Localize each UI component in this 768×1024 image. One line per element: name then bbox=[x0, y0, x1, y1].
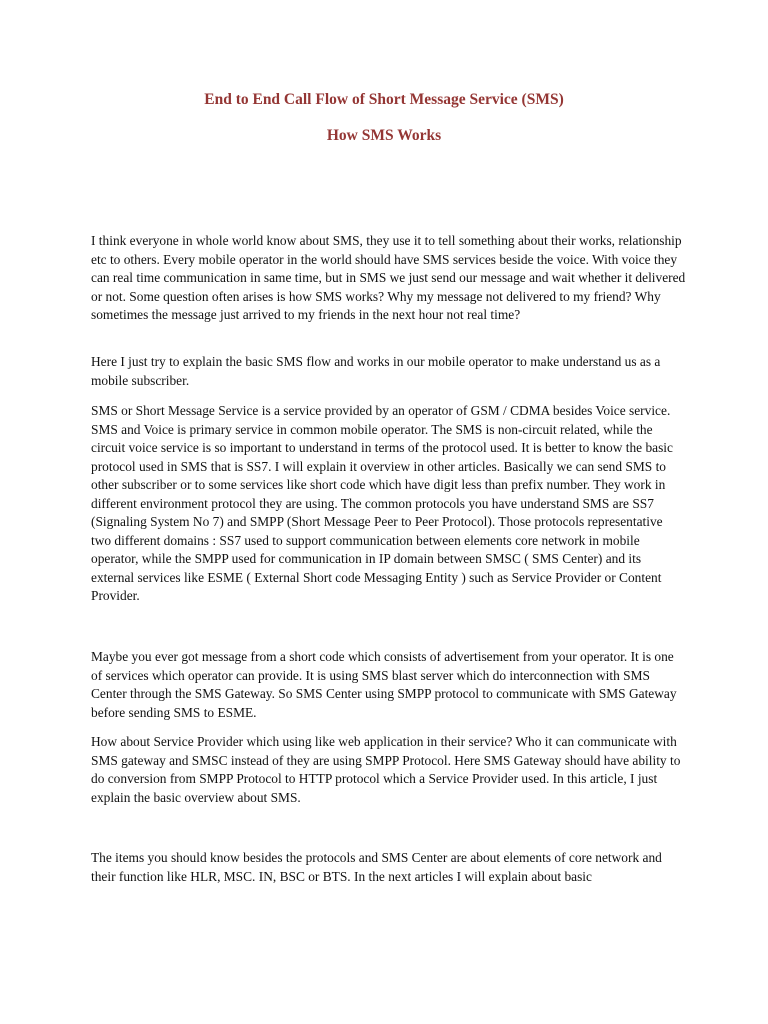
paragraph-service-provider: How about Service Provider which using like web application in their service? Who it can communicate with SMS gateway and SMSC instead of they are using SMPP Protocol. Here SMS Gateway should have ability to do conversion from SMPP Protocol to HTTP protocol which a Service Provider used. In this article, I just explain the basic overview about SMS. bbox=[91, 734, 681, 805]
paragraph-intro: I think everyone in whole world know about SMS, they use it to tell something about their works, relationship etc to others. Every mobile operator in the world should have SMS services beside the voice. With voice they can real time communication in same time, but in SMS we just send our message and wait whether it delivered or not. Some question often arises is how SMS works? Why my message not delivered to my friend? Why sometimes the message just arrived to my friends in the next hour not real time? bbox=[91, 233, 686, 322]
paragraph-purpose: Here I just try to explain the basic SMS flow and works in our mobile operator to make understand us as a mobile subscriber. bbox=[91, 354, 661, 388]
paragraph-protocols: SMS or Short Message Service is a service provided by an operator of GSM / CDMA besides Voice service. SMS and Voice is primary service in common mobile operator. The SMS is non-circuit related, while the circuit voice service is so important to understand in terms of the protocol used. It is better to know the basic protocol used in SMS that is SS7. I will explain it overview in other articles. Basically we can send SMS to other subscriber or to some services like short code which have digit less than prefix number. They work in different environment protocol they are using. The common protocols you have understand SMS are SS7 (Signaling System No 7) and SMPP (Short Message Peer to Peer Protocol). Those protocols representative two different domains : SS7 used to support communication between elements core network in mobile operator, while the SMPP used for communication in IP domain between SMSC ( SMS Center) and its external services like ESME ( External Short code Messaging Entity ) such as Service Provider or Content Provider. bbox=[91, 403, 673, 603]
document-subtitle: How SMS Works bbox=[326, 127, 442, 144]
paragraph-core-network: The items you should know besides the protocols and SMS Center are about elements of core network and their function like HLR, MSC. IN, BSC or BTS. In the next articles I will explain about basic bbox=[91, 850, 662, 884]
document-title: End to End Call Flow of Short Message Service (SMS) bbox=[204, 91, 564, 108]
paragraph-short-code: Maybe you ever got message from a short code which consists of advertisement from your operator. It is one of services which operator can provide. It is using SMS blast server which do interconnection with SMS Center through the SMS Gateway. So SMS Center using SMPP protocol to communicate with SMS Gateway before sending SMS to ESME. bbox=[91, 649, 677, 720]
